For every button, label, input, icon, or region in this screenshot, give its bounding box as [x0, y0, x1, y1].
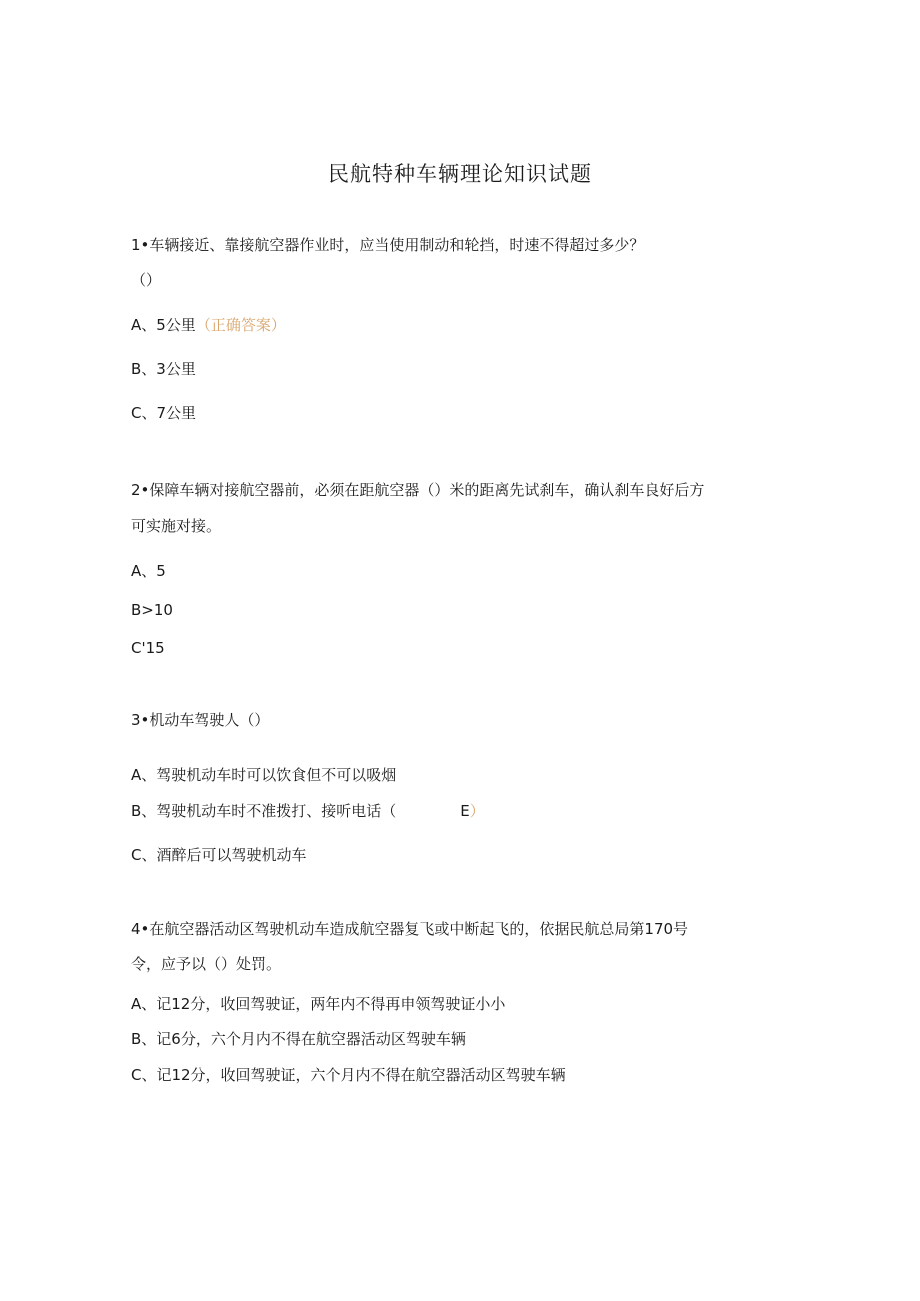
q2-stem-line1: 2•保障车辆对接航空器前，必须在距航空器（）米的距离先试刹车，确认刹车良好后方	[131, 481, 705, 499]
q1-stem-line2: （）	[131, 271, 162, 289]
q3-option-a: A、驾驶机动车时可以饮食但不可以吸烟	[131, 766, 397, 784]
q3-option-b	[131, 801, 485, 821]
q3-option-b-text: B、驾驶机动车时不准拨打、接听电话（	[131, 802, 397, 820]
q1-correct-answer-label: （正确答案）	[195, 316, 286, 334]
q2-option-a: A、5	[131, 562, 166, 580]
q4-stem-line1: 4•在航空器活动区驾驶机动车造成航空器复飞或中断起飞的，依据民航总局第170号	[131, 920, 689, 938]
q4-option-b: B、记6分，六个月内不得在航空器活动区驾驶车辆	[131, 1030, 466, 1048]
q3-option-b-close: ）	[469, 802, 485, 820]
q1-option-a	[131, 315, 286, 335]
q1-option-b: B、3公里	[131, 360, 196, 378]
q4-option-c: C、记12分，收回驾驶证，六个月内不得在航空器活动区驾驶车辆	[131, 1066, 566, 1084]
q2-option-c: C'15	[131, 639, 165, 657]
q1-option-a-text: A、5公里	[131, 316, 196, 334]
q3-stem: 3•机动车驾驶人（）	[131, 711, 270, 729]
q4-option-a: A、记12分，收回驾驶证，两年内不得再申领驾驶证小小	[131, 995, 506, 1013]
q4-stem-line2: 令，应予以（）处罚。	[131, 955, 282, 973]
page-title: 民航特种车辆理论知识试题	[328, 162, 592, 186]
q3-option-c: C、酒醉后可以驾驶机动车	[131, 846, 307, 864]
q2-option-b: B>10	[131, 601, 173, 619]
q1-stem-line1: 1•车辆接近、靠接航空器作业时，应当使用制动和轮挡，时速不得超过多少？	[131, 236, 645, 254]
q3-option-b-mark: E	[460, 802, 470, 820]
q2-stem-line2: 可实施对接。	[131, 517, 222, 535]
q1-option-c: C、7公里	[131, 404, 197, 422]
